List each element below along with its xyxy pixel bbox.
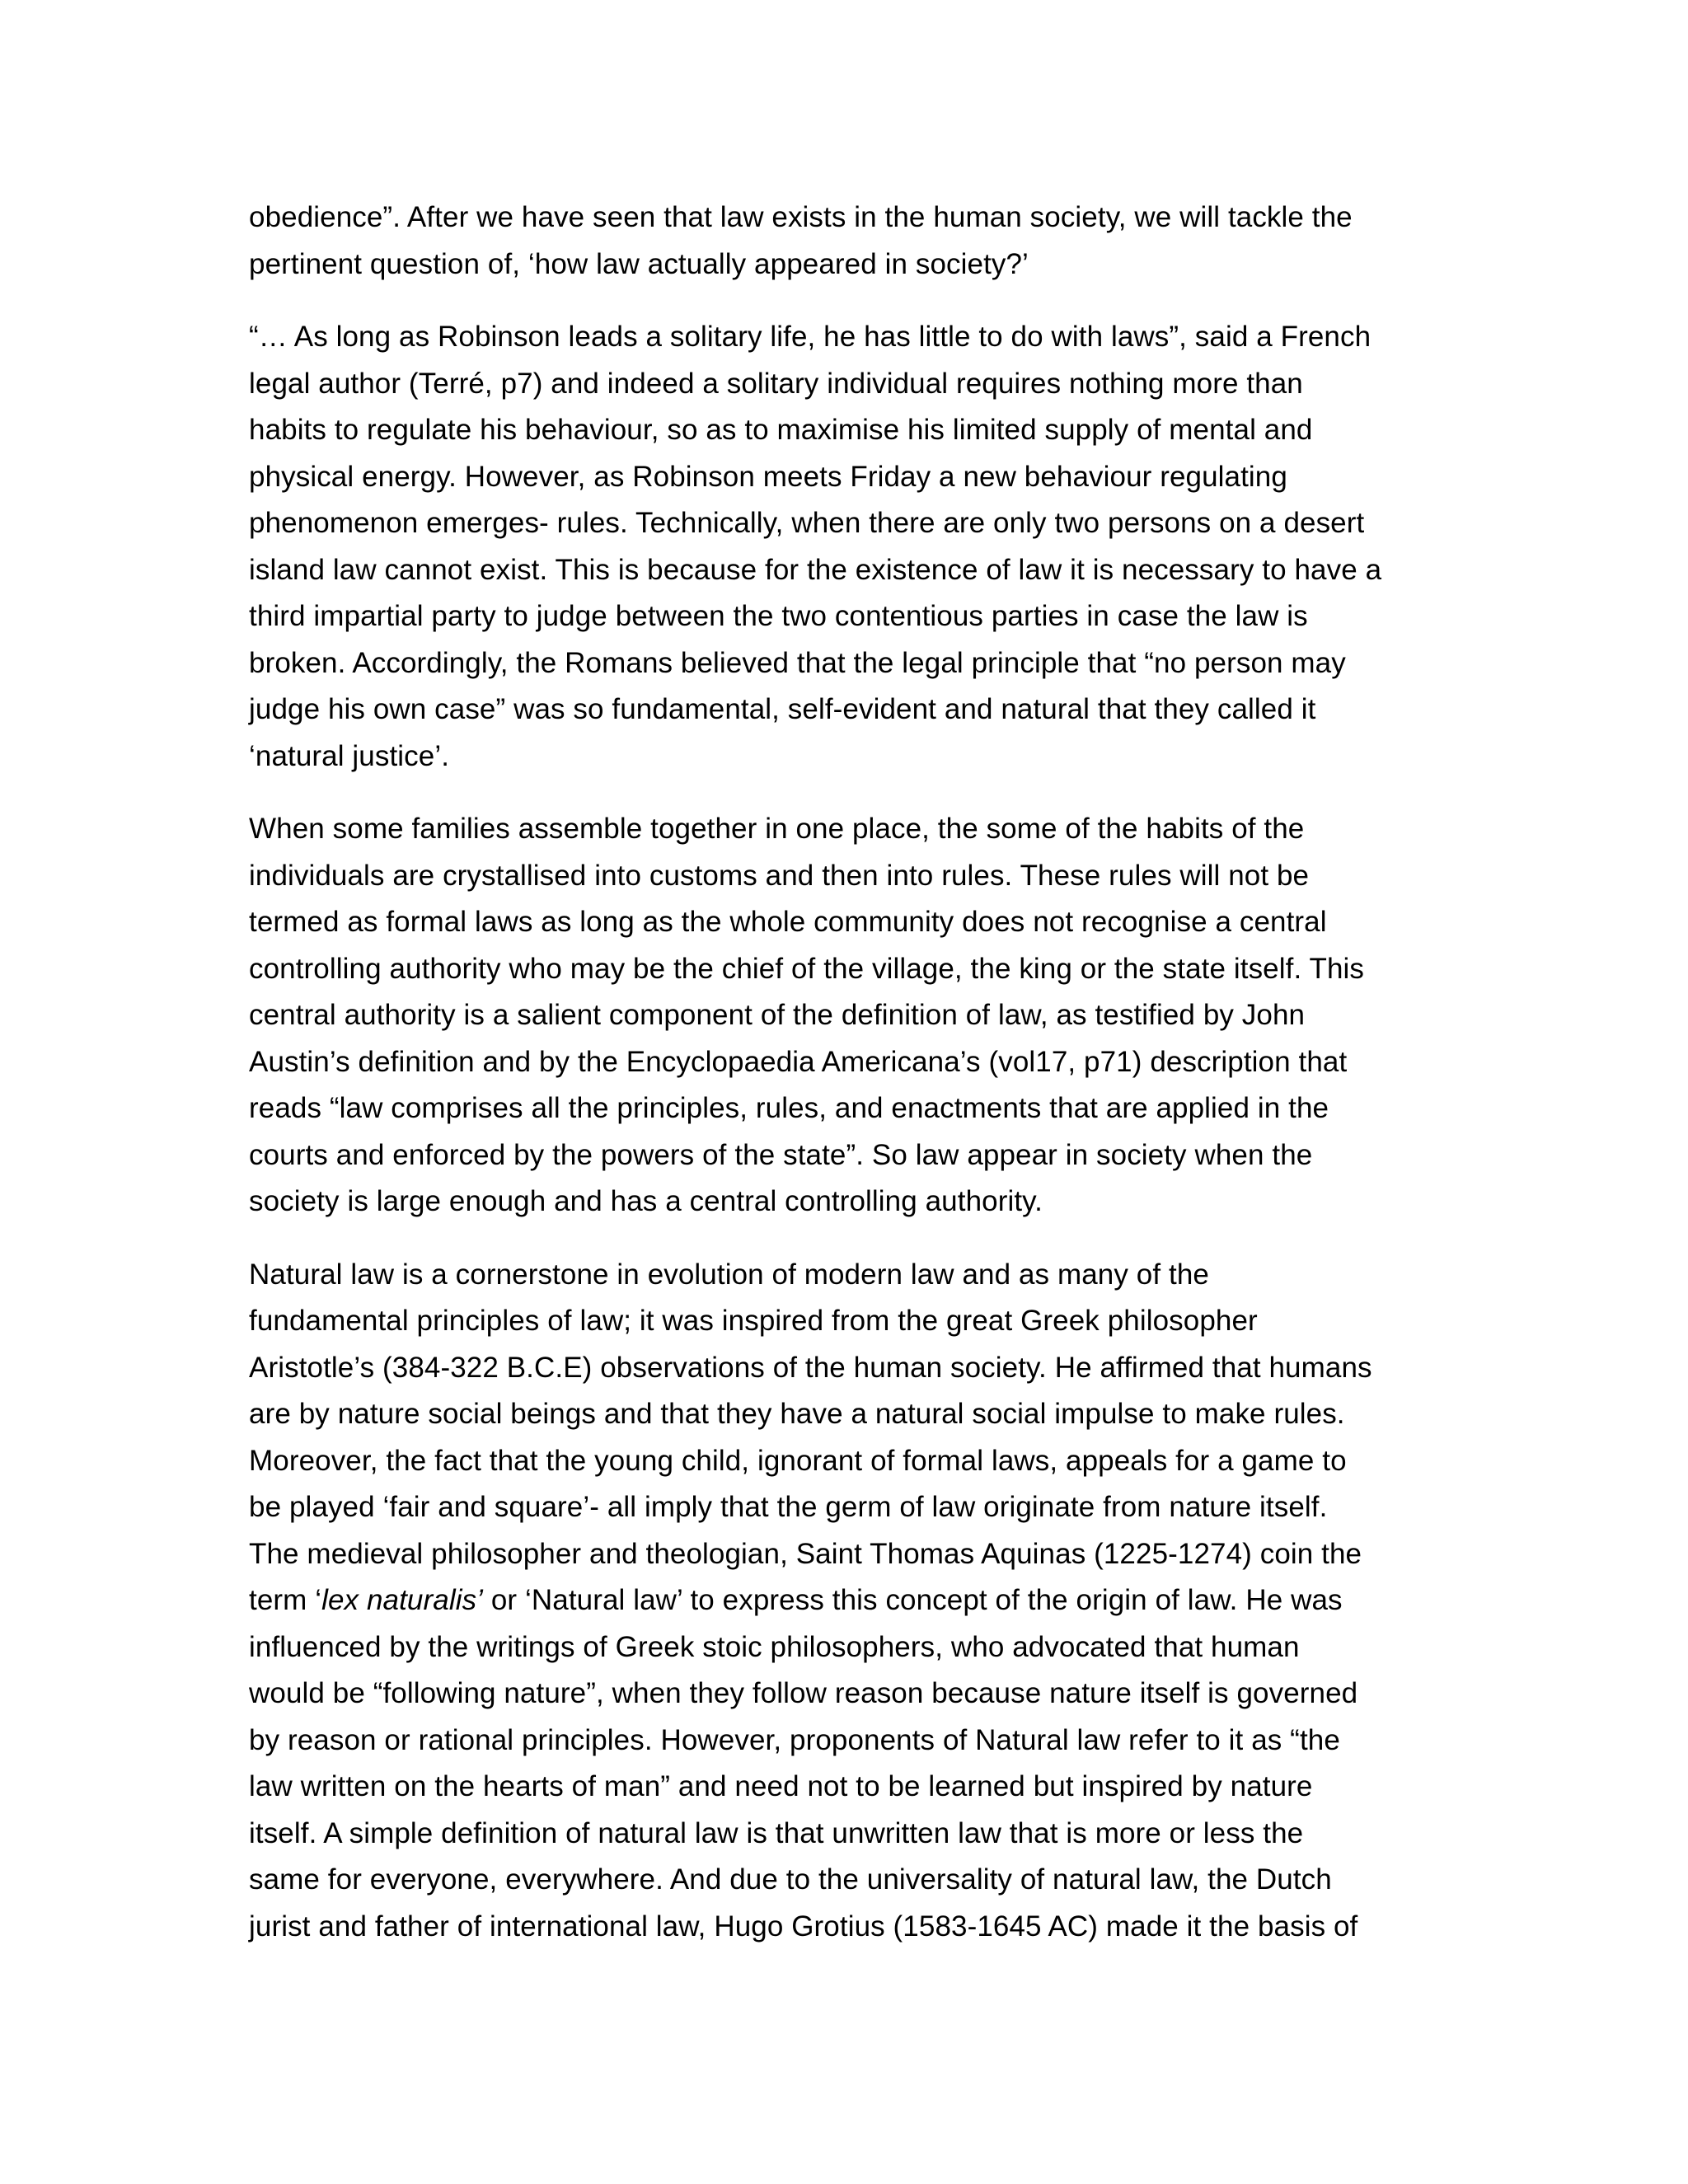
- text-line: third impartial party to judge between the two contentious parties in case the law is: [249, 600, 1308, 632]
- text-line: The medieval philosopher and theologian, Saint Thomas Aquinas (1225-1274) coin the: [249, 1537, 1362, 1570]
- paragraph-1: [249, 194, 1444, 288]
- text-line: obedience”. After we have seen that law exists in the human society, we will tackle the: [249, 201, 1353, 233]
- text-line: law written on the hearts of man” and need not to be learned but inspired by nature: [249, 1770, 1313, 1802]
- text-line: Moreover, the fact that the young child, ignorant of formal laws, appeals for a game to: [249, 1444, 1347, 1477]
- text-line: island law cannot exist. This is because for the existence of law it is necessary to have a: [249, 553, 1382, 586]
- text-line: Aristotle’s (384-322 B.C.E) observations of the human society. He affirmed that humans: [249, 1351, 1372, 1384]
- text-line: physical energy. However, as Robinson meets Friday a new behaviour regulating: [249, 460, 1287, 493]
- text-line: Natural law is a cornerstone in evolution of modern law and as many of the: [249, 1258, 1209, 1291]
- text-line: broken. Accordingly, the Romans believed that the legal principle that “no person may: [249, 646, 1346, 679]
- text-line: When some families assemble together in one place, the some of the habits of the: [249, 813, 1305, 845]
- text-line: reads “law comprises all the principles, rules, and enactments that are applied in the: [249, 1092, 1329, 1124]
- text-line: jurist and father of international law, Hugo Grotius (1583-1645 AC) made it the basis of: [249, 1910, 1358, 1943]
- document-body: [249, 194, 1444, 1950]
- text-line: Austin’s definition and by the Encyclopaedia Americana’s (vol17, p71) description that: [249, 1045, 1348, 1078]
- text-line: habits to regulate his behaviour, so as to maximise his limited supply of mental and: [249, 414, 1313, 446]
- italic-term: lex naturalis’: [321, 1584, 484, 1616]
- text-line: individuals are crystallised into customs and then into rules. These rules will not be: [249, 859, 1310, 892]
- text-line: courts and enforced by the powers of the state”. So law appear in society when the: [249, 1138, 1313, 1171]
- text-line: are by nature social beings and that they have a natural social impulse to make rules.: [249, 1398, 1345, 1430]
- text-line: by reason or rational principles. However, proponents of Natural law refer to it as “the: [249, 1723, 1340, 1756]
- text-line: central authority is a salient component of the definition of law, as testified by John: [249, 999, 1306, 1031]
- text-line: termed as formal laws as long as the whole community does not recognise a central: [249, 906, 1327, 938]
- text-line-with-italic: [249, 1577, 1444, 1624]
- text-line: would be “following nature”, when they follow reason because nature itself is governed: [249, 1677, 1358, 1709]
- text-line: phenomenon emerges- rules. Technically, when there are only two persons on a desert: [249, 507, 1365, 539]
- text-run: term ‘: [249, 1584, 322, 1616]
- text-line: ‘natural justice’.: [249, 739, 450, 772]
- text-line: society is large enough and has a central controlling authority.: [249, 1185, 1043, 1217]
- text-run: or ‘Natural law’ to express this concept of the origin of law. He was: [483, 1584, 1343, 1616]
- text-line: controlling authority who may be the chief of the village, the king or the state itself. This: [249, 952, 1364, 985]
- text-line: fundamental principles of law; it was inspired from the great Greek philosopher: [249, 1305, 1258, 1337]
- text-line: pertinent question of, ‘how law actually appeared in society?’: [249, 247, 1029, 280]
- text-line: judge his own case” was so fundamental, self-evident and natural that they called it: [249, 693, 1316, 725]
- text-line: be played ‘fair and square’- all imply that the germ of law originate from nature itself.: [249, 1491, 1328, 1523]
- paragraph-4: [249, 1252, 1444, 1951]
- paragraph-3: [249, 806, 1444, 1226]
- text-line: same for everyone, everywhere. And due to the universality of natural law, the Dutch: [249, 1863, 1332, 1896]
- text-line: legal author (Terré, p7) and indeed a solitary individual requires nothing more than: [249, 367, 1303, 400]
- text-line: itself. A simple definition of natural law is that unwritten law that is more or less the: [249, 1816, 1304, 1849]
- text-line: “… As long as Robinson leads a solitary life, he has little to do with laws”, said a French: [249, 321, 1372, 353]
- paragraph-2: [249, 314, 1444, 780]
- text-line: influenced by the writings of Greek stoic philosophers, who advocated that human: [249, 1630, 1300, 1663]
